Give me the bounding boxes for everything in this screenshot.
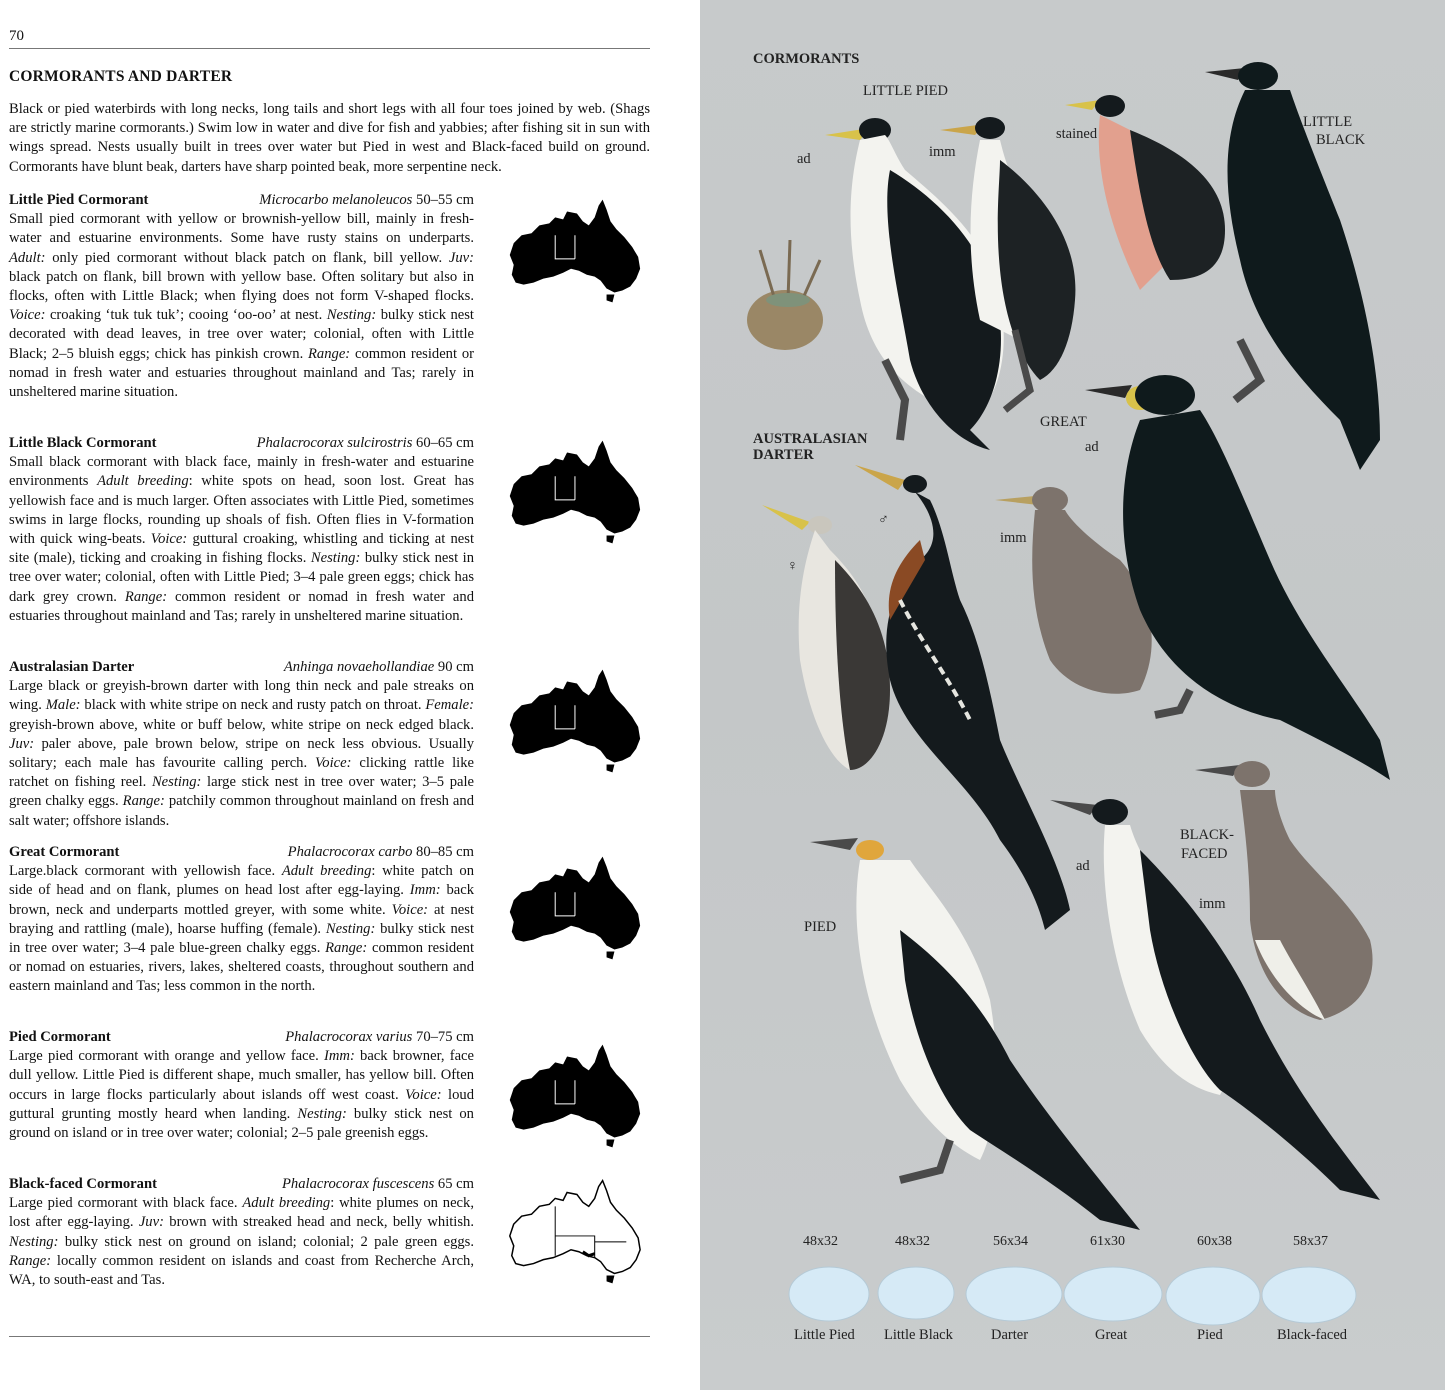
species-scientific-name: Phalacrocorax varius bbox=[285, 1029, 413, 1045]
species-common-name: Pied Cormorant bbox=[9, 1029, 111, 1045]
label-imm: imm bbox=[929, 144, 956, 160]
label-stained: stained bbox=[1056, 126, 1098, 142]
species-scientific-and-size bbox=[284, 658, 474, 677]
species-description: Large.black cormorant with yellowish face. Adult breeding: white patch on side of head and on flank, plumes on head lost after egg-laying. Imm: back brown, neck and underparts mottled greyer, with some white. Voice: at nest braying and rattling (male), hoarse huffing (female). Nesting: bulky stick nest in tree over water; 3–4 pale blue-green chalky eggs. Range: common resident or nomad on estuaries, rivers, lakes, sheltered coasts, throughout southern and eastern mainland and Tas; less common in the north. bbox=[9, 863, 475, 995]
species-heading bbox=[9, 843, 474, 862]
species-entry-little-black bbox=[9, 434, 474, 626]
species-size: 60–65 cm bbox=[412, 435, 474, 451]
plate-heading-darter-line2: DARTER bbox=[753, 447, 814, 463]
pied-cormorant-bird bbox=[810, 838, 1140, 1230]
species-scientific-and-size bbox=[257, 434, 474, 453]
label-imm: imm bbox=[1199, 896, 1226, 912]
egg-little-black bbox=[877, 1266, 955, 1320]
label-black-faced-line2: FACED bbox=[1181, 846, 1228, 862]
range-map-black-faced bbox=[492, 1176, 650, 1286]
range-map-little-pied bbox=[492, 195, 650, 305]
species-scientific-and-size bbox=[288, 843, 474, 862]
range-map-little-black bbox=[492, 436, 650, 546]
species-scientific-and-size bbox=[285, 1028, 474, 1047]
species-common-name: Australasian Darter bbox=[9, 659, 135, 675]
label-male-symbol: ♂ bbox=[878, 512, 889, 528]
species-description: Small pied cormorant with yellow or brownish-yellow bill, mainly in fresh-water and estuarine environments. Some have rusty stains on underparts. Adult: only pied cormorant without black patch on flank, bill yellow. Juv: black patch on flank, bill brown with yellow base. Often solitary but also in flocks, often with Little Black; when flying does not form V-shaped flocks. Voice: croaking ‘tuk tuk tuk’; cooing ‘oo-oo’ at nest. Nesting: bulky stick nest decorated with dead leaves, in tree over water; colonial, often with Little Black; 2–5 bluish eggs; chick has pinkish crown. Range: common resident or nomad in fresh water and estuaries throughout mainland and Tas; rarely in unsheltered marine situation. bbox=[9, 211, 474, 401]
darter-female-bird bbox=[762, 505, 890, 770]
species-heading bbox=[9, 434, 474, 453]
header-rule bbox=[9, 48, 650, 49]
egg-label-black-faced: Black-faced bbox=[1277, 1327, 1348, 1343]
egg-great bbox=[1063, 1266, 1163, 1322]
text-page bbox=[0, 0, 700, 1390]
species-scientific-name: Anhinga novaehollandiae bbox=[283, 659, 435, 675]
label-imm: imm bbox=[1000, 530, 1027, 546]
egg-label-darter: Darter bbox=[991, 1327, 1029, 1343]
egg-size-darter: 56x34 bbox=[993, 1234, 1028, 1249]
species-heading bbox=[9, 1175, 474, 1194]
species-entry-pied bbox=[9, 1028, 474, 1143]
egg-black-faced bbox=[1261, 1266, 1357, 1324]
species-scientific-and-size bbox=[282, 1175, 474, 1194]
little-black-cormorant-bird bbox=[1205, 62, 1380, 470]
egg-size-little-pied: 48x32 bbox=[803, 1234, 838, 1249]
species-scientific-name: Phalacrocorax fuscescens bbox=[282, 1176, 435, 1192]
footer-rule bbox=[9, 1336, 650, 1337]
range-map-pied bbox=[492, 1040, 650, 1150]
species-entry-darter bbox=[9, 658, 474, 831]
label-ad: ad bbox=[1085, 439, 1099, 455]
egg-size-pied: 60x38 bbox=[1197, 1234, 1232, 1249]
egg-label-little-pied: Little Pied bbox=[794, 1327, 855, 1343]
species-scientific-name: Microcarbo melanoleucos bbox=[259, 192, 413, 208]
species-description: Large black or greyish-brown darter with long thin neck and pale streaks on wing. Male: black with white stripe on neck and rusty patch on throat. Female: greyish-brown above, white or buff below, white stripe on neck edged black. Juv: paler above, pale brown below, stripe on neck less obvious. Usually solitary; each male has favourite calling perch. Voice: clicking rattle like ratchet on fishing reel. Nesting: large stick nest in tree over water; 3–5 pale green chalky eggs. Range: patchily common throughout mainland on fresh and salt water; offshore islands. bbox=[9, 678, 475, 829]
species-description: Large pied cormorant with orange and yellow face. Imm: back browner, face dull yellow. Little Pied is different shape, much smaller, has yellow bill. Often occurs in large flocks particularly about islands off west coast. Voice: loud guttural grunting mostly heard when landing. Nesting: bulky stick nest on ground on island or in tree over water; colonial; 2–5 pale greenish eggs. bbox=[9, 1048, 474, 1142]
species-entry-great bbox=[9, 843, 474, 997]
species-scientific-and-size bbox=[259, 191, 474, 210]
species-common-name: Great Cormorant bbox=[9, 844, 120, 860]
page-number: 70 bbox=[9, 28, 24, 44]
species-heading bbox=[9, 191, 474, 210]
egg-label-pied: Pied bbox=[1197, 1327, 1223, 1343]
label-little-black-line2: BLACK bbox=[1316, 132, 1366, 148]
species-size: 65 cm bbox=[434, 1176, 474, 1192]
species-common-name: Black-faced Cormorant bbox=[9, 1176, 157, 1192]
egg-label-little-black: Little Black bbox=[884, 1327, 953, 1343]
label-little-pied: LITTLE PIED bbox=[863, 83, 948, 99]
species-size: 50–55 cm bbox=[412, 192, 474, 208]
label-great: GREAT bbox=[1040, 414, 1087, 430]
egg-label-great: Great bbox=[1095, 1327, 1128, 1343]
label-pied: PIED bbox=[804, 919, 837, 935]
species-size: 80–85 cm bbox=[412, 844, 474, 860]
species-scientific-name: Phalacrocorax sulcirostris bbox=[256, 435, 413, 451]
species-entry-black-faced bbox=[9, 1175, 474, 1290]
species-entry-little-pied bbox=[9, 191, 474, 402]
species-description: Large pied cormorant with black face. Adult breeding: white plumes on neck, lost after egg-laying. Juv: brown with streaked head and neck, belly whitish. Nesting: bulky stick nest on ground on island; colonial; 2 pale green eggs. Range: locally common resident on islands and coast from Recherche Arch, WA, to south-east and Tas. bbox=[9, 1195, 474, 1289]
species-common-name: Little Pied Cormorant bbox=[9, 192, 149, 208]
species-size: 70–75 cm bbox=[412, 1029, 474, 1045]
illustration-plate bbox=[700, 0, 1445, 1390]
label-little-black-line1: LITTLE bbox=[1303, 114, 1353, 130]
section-title: CORMORANTS AND DARTER bbox=[9, 68, 233, 85]
species-heading bbox=[9, 1028, 474, 1047]
great-cormorant-adult-bird bbox=[1085, 375, 1390, 780]
intro-paragraph: Black or pied waterbirds with long necks, long tails and short legs with all four toes joined by web. (Shags are strictly marine cormorants.) Swim low in water and dive for fish and yabbies; after fishing sit in sun with wings spread. Nests usually built in trees over water but Pied in west and Black-faced build on ground. Cormorants have blunt beak, darters have sharp pointed beak, more serpentine neck. bbox=[9, 101, 650, 175]
nest-illustration bbox=[747, 240, 823, 350]
range-map-darter bbox=[492, 665, 650, 775]
egg-darter bbox=[965, 1266, 1063, 1322]
species-size: 90 cm bbox=[434, 659, 474, 675]
bird-illustrations bbox=[700, 0, 1445, 1390]
plate-heading-darter-line1: AUSTRALASIAN bbox=[753, 431, 868, 447]
species-description: Small black cormorant with black face, mainly in fresh-water and estuarine environments Adult breeding: white spots on head, soon lost. Great has yellowish face and is much larger. Often associates with Little Pied, sometimes swims in large flocks, rounding up shoals of fish. Often flies in V-formation with quick wing-beats. Voice: guttural croaking, whistling and ticking at nest site (male), ticking and croaking in fishing flocks. Nesting: bulky stick nest in tree over water; colonial, often with Little Pied; 3–4 pale green eggs; chick has dark grey crown. Range: common resident or nomad in fresh water and estuaries throughout mainland and Tas; rarely in unsheltered marine situation. bbox=[9, 454, 475, 624]
label-ad: ad bbox=[797, 151, 811, 167]
label-ad: ad bbox=[1076, 858, 1090, 874]
species-heading bbox=[9, 658, 474, 677]
egg-little-pied bbox=[788, 1266, 870, 1322]
egg-size-black-faced: 58x37 bbox=[1293, 1234, 1328, 1249]
egg-size-great: 61x30 bbox=[1090, 1234, 1125, 1249]
egg-pied bbox=[1165, 1266, 1261, 1326]
label-female-symbol: ♀ bbox=[787, 558, 798, 574]
range-map-great bbox=[492, 852, 650, 962]
egg-size-little-black: 48x32 bbox=[895, 1234, 930, 1249]
species-scientific-name: Phalacrocorax carbo bbox=[287, 844, 413, 860]
plate-heading-cormorants: CORMORANTS bbox=[753, 51, 860, 67]
species-common-name: Little Black Cormorant bbox=[9, 435, 157, 451]
label-black-faced-line1: BLACK- bbox=[1180, 827, 1234, 843]
